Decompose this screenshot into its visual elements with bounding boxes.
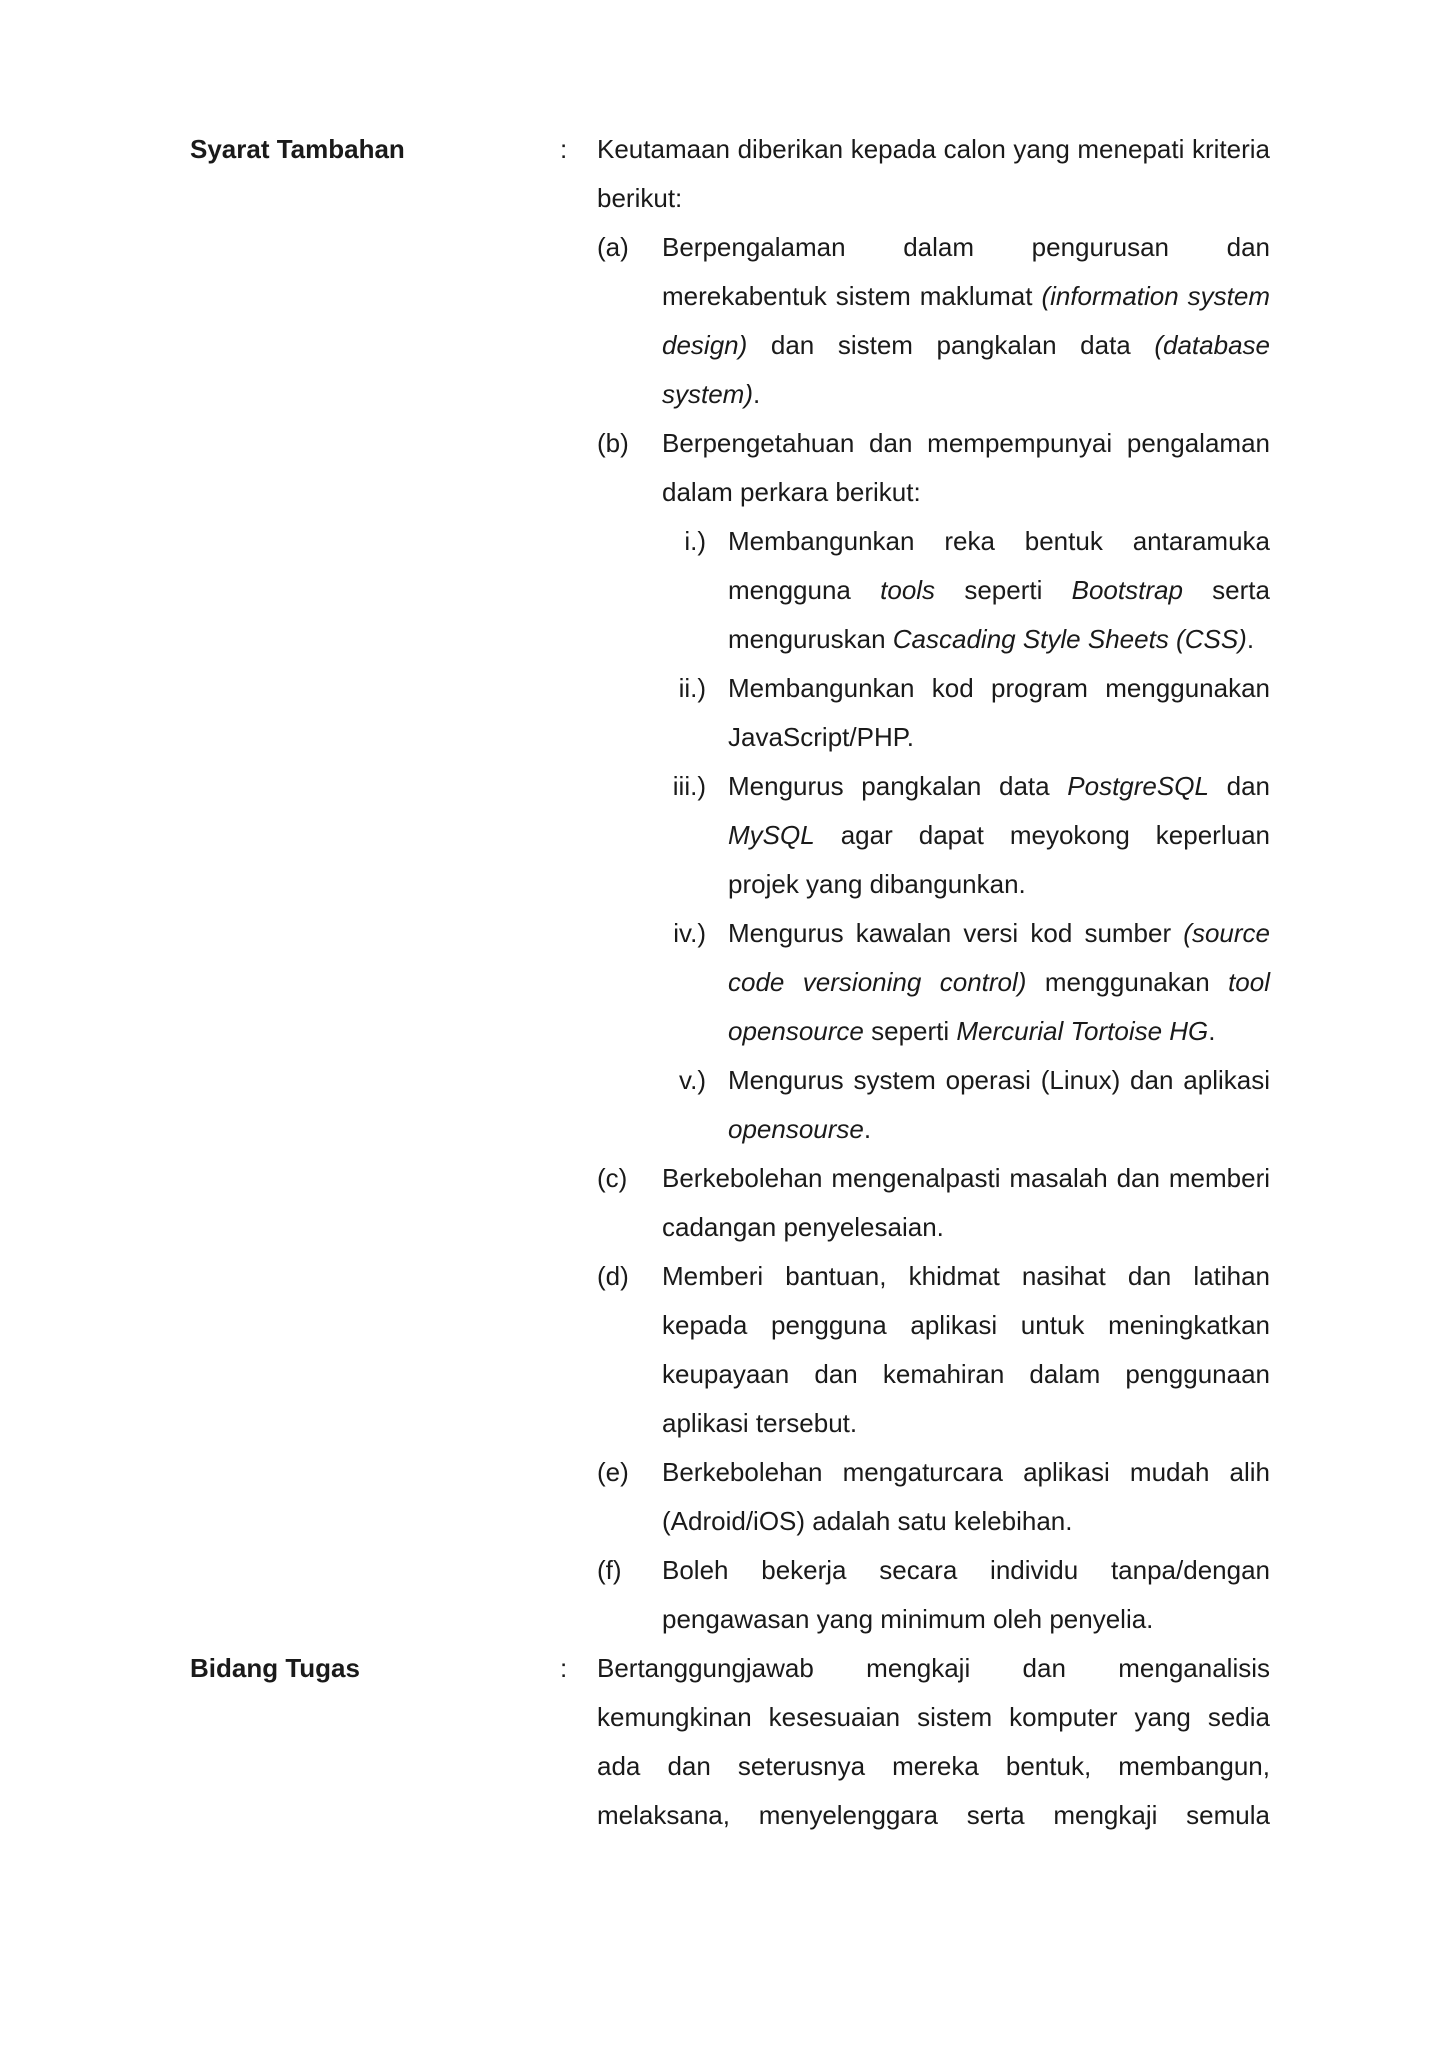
item-e-text: Berkebolehan mengaturcara aplikasi mudah alih (Adroid/iOS) adalah satu kelebihan. [662,1457,1270,1536]
subitem-i-marker: i.) [684,526,706,556]
item-b-text: Berpengetahuan dan mempempunyai pengalaman dalam perkara berikut: [662,428,1270,507]
subitem-ii-text: Membangunkan kod program menggunakan JavaScript/PHP. [728,673,1270,752]
syarat-tambahan-label: Syarat Tambahan [190,134,405,164]
item-d-text: Memberi bantuan, khidmat nasihat dan latihan kepada pengguna aplikasi untuk meningkatkan keupayaan dan kemahiran dalam penggunaan aplikasi tersebut. [662,1261,1270,1438]
item-d-marker: (d) [597,1261,629,1291]
subitem-i-text: Membangunkan reka bentuk antaramuka mengguna tools seperti Bootstrap serta menguruskan Cascading Style Sheets (CSS). [728,526,1270,654]
item-b-marker: (b) [597,428,629,458]
item-f-text: Boleh bekerja secara individu tanpa/dengan pengawasan yang minimum oleh penyelia. [662,1555,1270,1634]
subitem-v-marker: v.) [679,1065,706,1095]
bidang-tugas-text: Bertanggungjawab mengkaji dan menganalisis kemungkinan kesesuaian sistem komputer yang sedia ada dan seterusnya mereka bentuk, membangun, melaksana, menyelenggara serta mengkaji semula [597,1653,1270,1830]
bidang-tugas-label: Bidang Tugas [190,1653,360,1683]
item-f-marker: (f) [597,1555,622,1585]
syarat-tambahan-colon: : [560,134,568,164]
item-e-marker: (e) [597,1457,629,1487]
subitem-iii-text: Mengurus pangkalan data PostgreSQL dan MySQL agar dapat meyokong keperluan projek yang dibangunkan. [728,771,1270,899]
item-c-text: Berkebolehan mengenalpasti masalah dan memberi cadangan penyelesaian. [662,1163,1270,1242]
item-a-marker: (a) [597,232,629,262]
subitem-iv-marker: iv.) [673,918,706,948]
subitem-iii-marker: iii.) [672,771,706,801]
item-c-marker: (c) [597,1163,628,1193]
item-a-text: Berpengalaman dalam pengurusan dan merekabentuk sistem maklumat (information system design) dan sistem pangkalan data (database system). [662,232,1271,409]
syarat-tambahan-intro: Keutamaan diberikan kepada calon yang menepati kriteria berikut: [597,134,1270,213]
subitem-ii-marker: ii.) [678,673,706,703]
bidang-tugas-colon: : [560,1653,568,1683]
subitem-iv-text: Mengurus kawalan versi kod sumber (source code versioning control) menggunakan tool opensource seperti Mercurial Tortoise HG. [728,918,1270,1046]
subitem-v-text: Mengurus system operasi (Linux) dan aplikasi opensourse. [728,1065,1270,1144]
